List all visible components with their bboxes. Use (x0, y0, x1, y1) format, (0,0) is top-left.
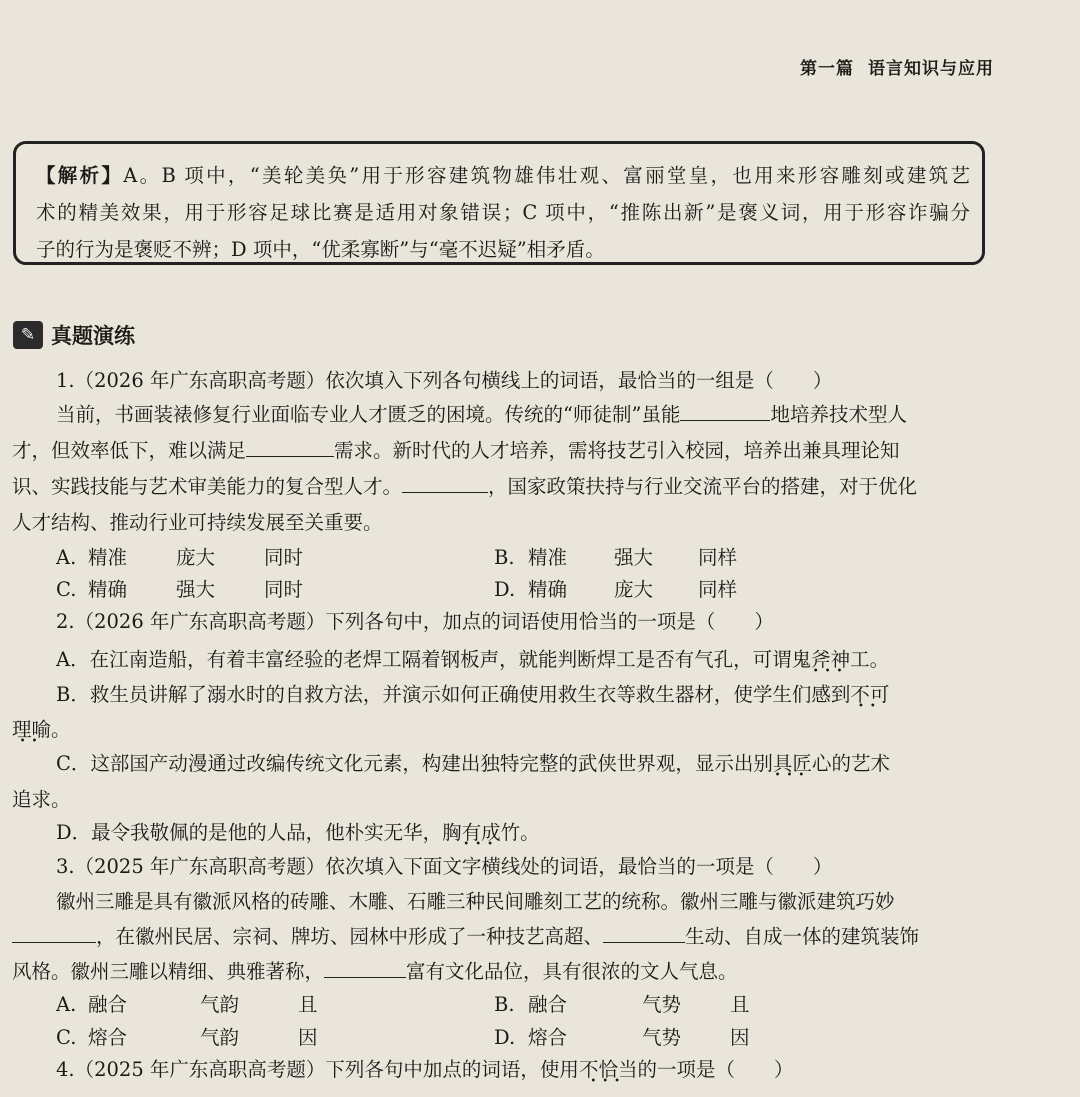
q1-option-d: D. 精确 庞大 同样 (494, 578, 738, 601)
q3-stem: 3.（2025 年广东高职高考题）依次填入下面文字横线处的词语，最恰当的一项是（ ） (56, 855, 833, 878)
q1-para-line-1: 当前，书画装裱修复行业面临专业人才匮乏的困境。传统的“师徒制”虽能 地培养技术型人 (56, 400, 986, 430)
q3-blank-1 (12, 922, 96, 943)
analysis-label: 【解析】 (36, 164, 124, 187)
section-heading (13, 318, 135, 352)
analysis-line-1: 【解析】A。B 项中，“美轮美奂”用于形容建筑物雄伟壮观、富丽堂皇，也用来形容雕刻或建筑艺 (36, 164, 970, 187)
q1-blank-3 (402, 472, 488, 493)
q3-para-line-1: 徽州三雕是具有徽派风格的砖雕、木雕、石雕三种民间雕刻工艺的统称。徽州三雕与徽派建筑巧妙 (56, 890, 895, 913)
q3-option-a: A. 融合 气韵 且 (56, 993, 318, 1016)
section-title: 真题演练 (51, 324, 135, 348)
q1-blank-2 (246, 436, 334, 457)
page-header (800, 54, 994, 79)
q4-stem: 4.（2025 年广东高职高考题）下列各句中加点的词语，使用不恰当 •••的一项是（ ） (56, 1055, 793, 1085)
q2-emphasized-a: 鬼斧神工 ••• (792, 648, 870, 671)
q1-blank-1 (680, 400, 770, 421)
q4-emphasized: 不恰当 ••• (579, 1058, 638, 1081)
q3-option-b: B. 融合 气势 且 (494, 993, 750, 1016)
q2-option-b-line-2: 理喻 ••。 (12, 715, 71, 745)
q2-emphasized-c: 别具匠心 ••• (753, 752, 831, 775)
q2-option-d: D．最令我敬佩的是他的人品，他朴实无华，胸有成竹 •••。 (56, 818, 540, 848)
q3-para-line-2: ，在徽州民居、宗祠、牌坊、园林中形成了一种技艺高超、 生动、自成一体的建筑装饰 (12, 922, 919, 952)
q2-option-b-line-1: B．救生员讲解了溺水时的自救方法，并演示如何正确使用救生衣等救生器材，使学生们感到不可 •• (56, 680, 889, 710)
q1-option-a: A. 精准 庞大 同时 (56, 546, 304, 569)
q1-option-c: C. 精确 强大 同时 (56, 578, 304, 601)
q2-option-c-line-2: 追求。 (12, 788, 71, 811)
analysis-box (13, 141, 985, 265)
q2-emphasized-b-2: 理喻 •• (12, 718, 51, 741)
q3-blank-2 (603, 922, 685, 943)
q3-option-c: C. 熔合 气韵 因 (56, 1026, 318, 1049)
q2-emphasized-b-1: 不可 •• (850, 683, 889, 706)
q2-emphasized-d: 胸有成竹 ••• (442, 821, 520, 844)
analysis-line-3: 子的行为是褒贬不辨；D 项中，“优柔寡断”与“毫不迟疑”相矛盾。 (36, 238, 605, 261)
q1-option-b: B. 精准 强大 同样 (494, 546, 738, 569)
q1-para-line-4: 人才结构、推动行业可持续发展至关重要。 (12, 511, 383, 534)
q2-option-a: A．在江南造船，有着丰富经验的老焊工隔着钢板声，就能判断焊工是否有气孔，可谓鬼斧神工 •••。 (56, 645, 889, 675)
q1-stem: 1.（2026 年广东高职高考题）依次填入下列各句横线上的词语，最恰当的一组是（ ） (56, 369, 833, 392)
q1-para-line-2: 才，但效率低下，难以满足 需求。新时代的人才培养，需将技艺引入校园，培养出兼具理论知 (12, 436, 900, 466)
edit-icon: ✎ (13, 321, 43, 349)
q1-para-line-3: 识、实践技能与艺术审美能力的复合型人才。 ，国家政策扶持与行业交流平台的搭建，对于优化 (12, 472, 917, 502)
q3-blank-3 (324, 957, 406, 978)
header-part: 第一篇 (800, 59, 854, 79)
q2-option-c-line-1: C．这部国产动漫通过改编传统文化元素，构建出独特完整的武侠世界观，显示出别具匠心 •••的艺术 (56, 749, 890, 779)
q2-stem: 2.（2026 年广东高职高考题）下列各句中，加点的词语使用恰当的一项是（ ） (56, 610, 774, 633)
analysis-line-2: 术的精美效果，用于形容足球比赛是适用对象错误；C 项中，“推陈出新”是褒义词，用于形容诈骗分 (36, 201, 970, 224)
header-title: 语言知识与应用 (868, 59, 994, 79)
q3-option-d: D. 熔合 气势 因 (494, 1026, 750, 1049)
q3-para-line-3: 风格。徽州三雕以精细、典雅著称， 富有文化品位，具有很浓的文人气息。 (12, 957, 738, 987)
